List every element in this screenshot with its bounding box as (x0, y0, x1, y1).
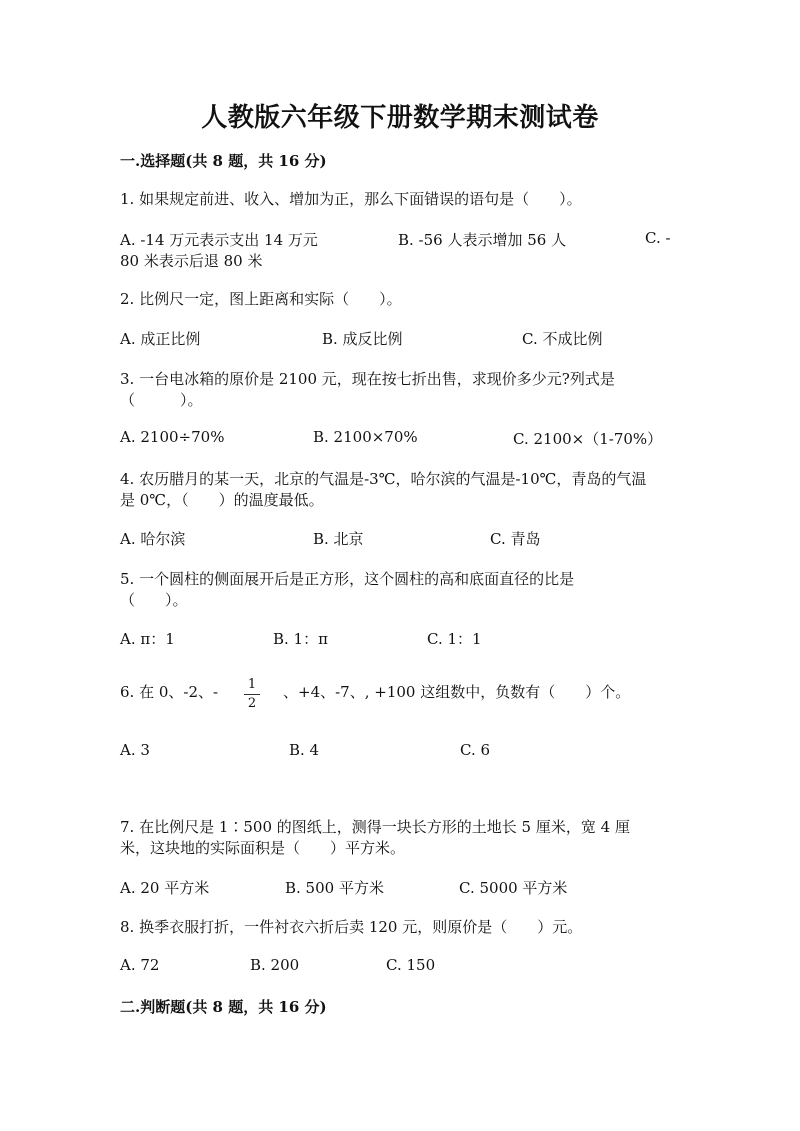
question-7-stem-line2: 米，这块地的实际面积是（ ）平方米。 (120, 839, 406, 857)
question-5-option-c: C. 1：1 (427, 630, 482, 648)
question-3-stem-line1: 3. 一台电冰箱的原价是 2100 元，现在按七折出售，求现价多少元?列式是 (120, 370, 615, 388)
question-1-option-b: B. -56 人表示增加 56 人 (398, 231, 567, 249)
question-2-option-b: B. 成反比例 (322, 330, 403, 348)
question-3-option-a: A. 2100÷70% (120, 428, 225, 446)
question-7-stem-line1: 7. 在比例尺是 1∶500 的图纸上，测得一块长方形的土地长 5 厘米，宽 4 厘 (120, 818, 630, 836)
question-1-option-a: A. -14 万元表示支出 14 万元 (120, 231, 318, 249)
question-5-option-b: B. 1：π (273, 630, 328, 648)
question-7-option-a: A. 20 平方米 (120, 879, 210, 897)
question-3-option-b: B. 2100×70% (313, 428, 418, 446)
question-1-stem: 1. 如果规定前进、收入、增加为正，那么下面错误的语句是（ ）。 (120, 190, 582, 208)
question-4-stem-line1: 4. 农历腊月的某一天，北京的气温是-3℃，哈尔滨的气温是-10℃，青岛的气温 (120, 470, 647, 488)
question-4-option-b: B. 北京 (313, 530, 364, 548)
question-5-stem-line1: 5. 一个圆柱的侧面展开后是正方形，这个圆柱的高和底面直径的比是 (120, 570, 575, 588)
page-title: 人教版六年级下册数学期末测试卷 (201, 103, 599, 133)
question-8-option-b: B. 200 (250, 956, 300, 974)
question-4-stem-line2: 是 0℃，（ ）的温度最低。 (120, 491, 324, 509)
fraction-bar (244, 694, 260, 695)
question-5-option-a: A. π：1 (120, 630, 175, 648)
question-7-option-c: C. 5000 平方米 (459, 879, 568, 897)
question-5-stem-line2: （ ）。 (120, 591, 188, 609)
question-6-stem-part2: 、+4、-7、, +100 这组数中，负数有（ ）个。 (283, 683, 631, 701)
fraction-denominator: 2 (247, 696, 257, 711)
question-8-option-a: A. 72 (120, 956, 160, 974)
question-1-option-c: C. - (645, 229, 671, 247)
question-7-option-b: B. 500 平方米 (285, 879, 384, 897)
section-heading-judgment: 二.判断题(共 8 题，共 16 分) (120, 998, 327, 1016)
question-6-option-c: C. 6 (460, 741, 491, 759)
question-2-option-c: C. 不成比例 (522, 330, 603, 348)
section-heading-choice: 一.选择题(共 8 题，共 16 分) (120, 152, 327, 170)
question-3-option-c: C. 2100×（1-70%） (513, 430, 663, 448)
question-1-option-c-continued: 80 米表示后退 80 米 (120, 252, 263, 270)
question-4-option-a: A. 哈尔滨 (120, 530, 186, 548)
question-3-stem-line2: （ ）。 (120, 391, 203, 409)
question-4-option-c: C. 青岛 (490, 530, 541, 548)
fraction-numerator: 1 (247, 677, 257, 692)
question-8-option-c: C. 150 (386, 956, 436, 974)
question-6-option-a: A. 3 (120, 741, 150, 759)
question-2-stem: 2. 比例尺一定，图上距离和实际（ ）。 (120, 290, 402, 308)
question-6-stem-part1: 6. 在 0、-2、- (120, 683, 219, 701)
fraction-one-half (244, 677, 260, 712)
question-6-option-b: B. 4 (289, 741, 320, 759)
question-2-option-a: A. 成正比例 (120, 330, 201, 348)
question-8-stem: 8. 换季衣服打折，一件衬衣六折后卖 120 元，则原价是（ ）元。 (120, 918, 583, 936)
